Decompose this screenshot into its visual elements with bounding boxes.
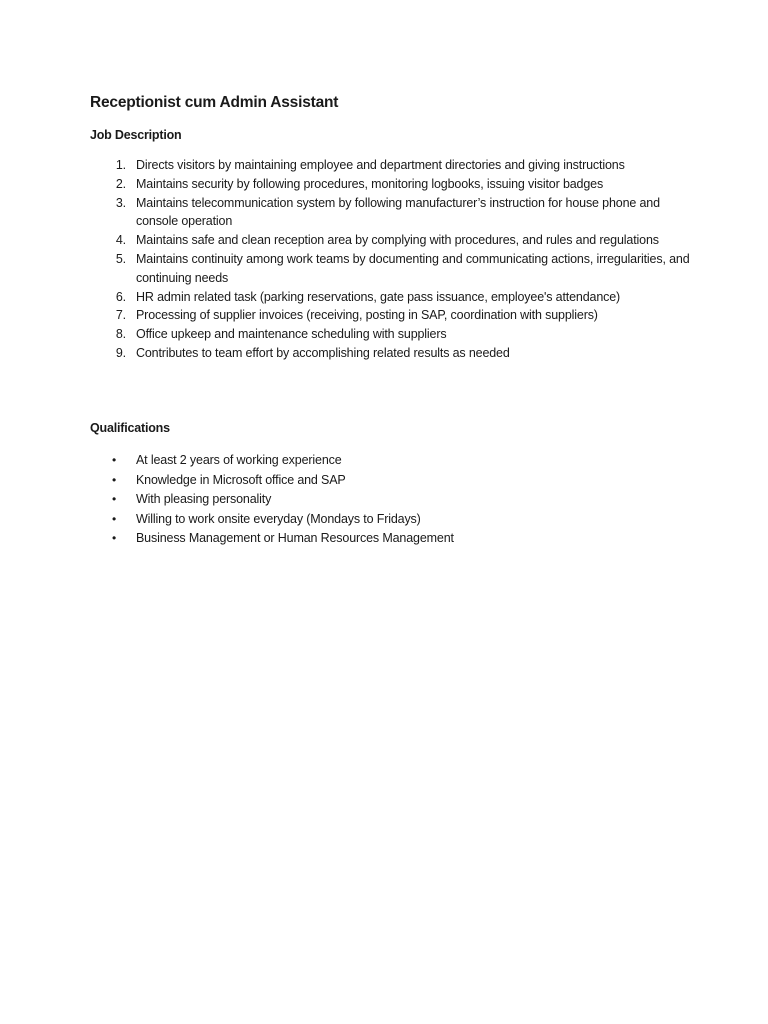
- list-item: [90, 510, 690, 530]
- item-text: Maintains continuity among work teams by documenting and communicating actions, irregularities, and continuing needs: [136, 251, 690, 285]
- item-text: Contributes to team effort by accomplishing related results as needed: [136, 345, 510, 360]
- item-text: With pleasing personality: [136, 492, 272, 507]
- bullet-icon: •: [112, 531, 117, 546]
- list-item: [90, 471, 690, 491]
- document-title: Receptionist cum Admin Assistant: [90, 94, 339, 111]
- item-number: 3.: [115, 195, 126, 210]
- list-item: [90, 156, 690, 175]
- item-text: Processing of supplier invoices (receiving, posting in SAP, coordination with suppliers): [136, 308, 598, 323]
- item-text: HR admin related task (parking reservations, gate pass issuance, employee's attendance): [136, 289, 621, 304]
- list-item: [90, 344, 690, 363]
- item-number: 9.: [115, 345, 126, 360]
- item-text: Knowledge in Microsoft office and SAP: [136, 472, 346, 487]
- list-item: [90, 175, 690, 194]
- list-item: [90, 194, 690, 232]
- list-item: [90, 529, 690, 549]
- item-text: Office upkeep and maintenance scheduling with suppliers: [136, 327, 447, 342]
- item-text: Maintains telecommunication system by following manufacturer’s instruction for house phone and console operation: [136, 195, 660, 229]
- list-item: [90, 325, 690, 344]
- item-number: 4.: [115, 233, 126, 248]
- item-number: 8.: [115, 327, 126, 342]
- list-item: [90, 306, 690, 325]
- item-number: 5.: [115, 251, 126, 266]
- list-item: [90, 490, 690, 510]
- item-text: Willing to work onsite everyday (Mondays to Fridays): [136, 511, 421, 526]
- bullet-icon: •: [112, 472, 117, 487]
- item-text: Maintains security by following procedures, monitoring logbooks, issuing visitor badges: [136, 176, 604, 191]
- bullet-icon: •: [112, 453, 117, 467]
- item-number: 6.: [115, 289, 126, 304]
- item-number: 7.: [115, 308, 126, 323]
- job-description-list: [90, 156, 690, 363]
- item-number: 2.: [115, 176, 126, 191]
- list-item: [90, 231, 690, 250]
- qualifications-list: [90, 451, 690, 549]
- bullet-icon: •: [112, 511, 117, 526]
- list-item: [90, 288, 690, 307]
- list-item: [90, 250, 690, 288]
- bullet-icon: •: [112, 492, 117, 507]
- list-item: [90, 451, 690, 471]
- item-number: 1.: [115, 158, 126, 172]
- qualifications-heading: Qualifications: [90, 421, 170, 435]
- job-description-heading: Job Description: [90, 128, 182, 142]
- item-text: At least 2 years of working experience: [136, 453, 342, 467]
- item-text: Directs visitors by maintaining employee and department directories and giving instructions: [136, 158, 625, 172]
- item-text: Maintains safe and clean reception area by complying with procedures, and rules and regulations: [136, 233, 659, 248]
- item-text: Business Management or Human Resources Management: [136, 531, 454, 546]
